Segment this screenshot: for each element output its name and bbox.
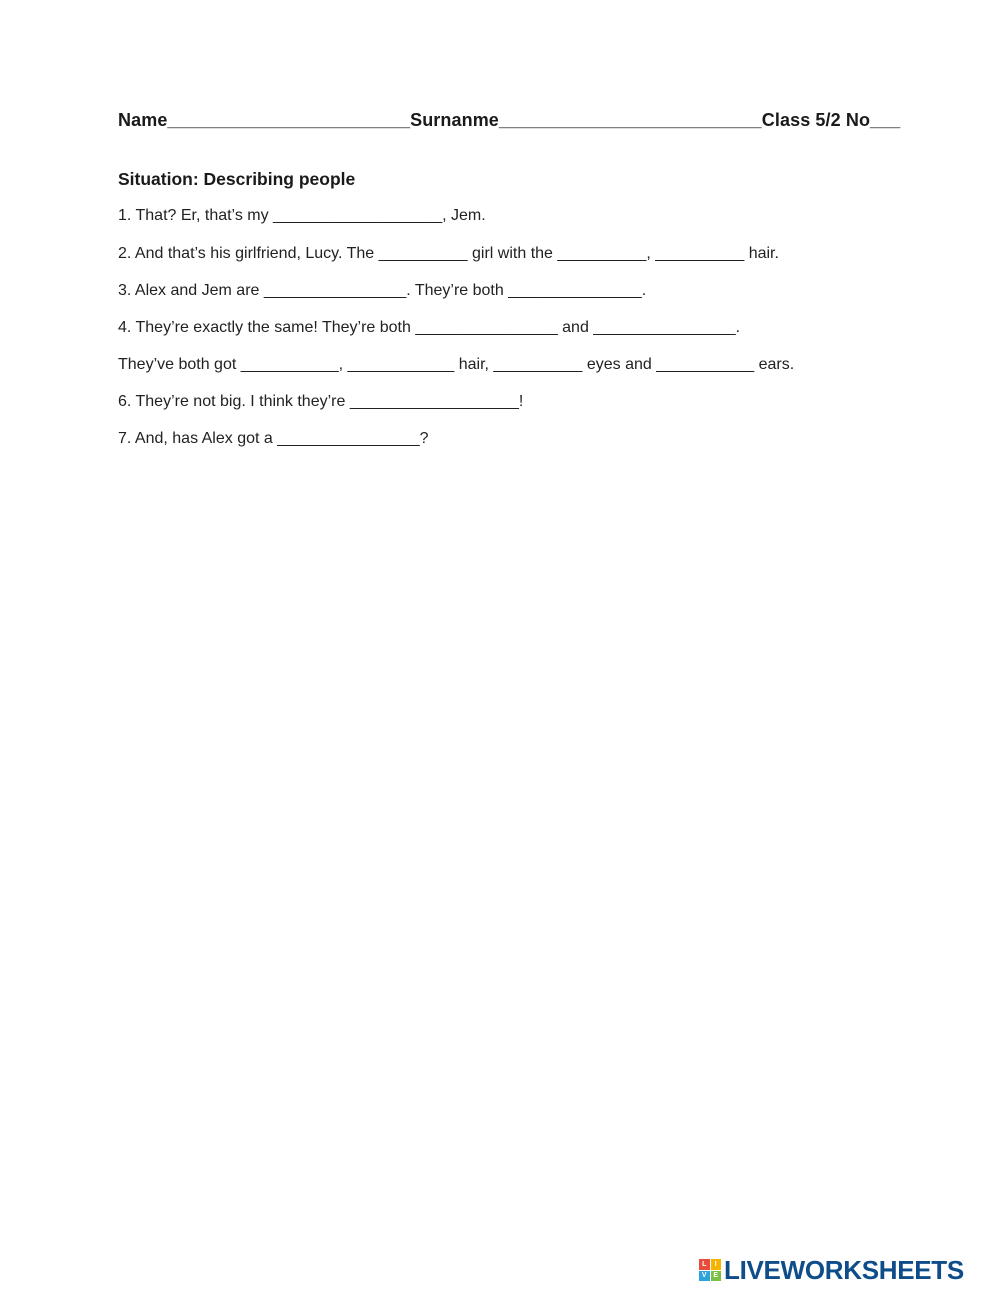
question-7: 7. And, has Alex got a ________________? bbox=[118, 430, 429, 447]
liveworksheets-logo bbox=[699, 1256, 994, 1284]
logo-letter-l: L bbox=[699, 1259, 710, 1270]
question-1: 1. That? Er, that’s my ___________________, Jem. bbox=[118, 207, 486, 224]
liveworksheets-logo-icon bbox=[699, 1259, 721, 1281]
question-4: 4. They’re exactly the same! They’re both ________________ and ________________. bbox=[118, 319, 741, 336]
question-2: 2. And that’s his girlfriend, Lucy. The __________ girl with the __________, __________ hair. bbox=[118, 245, 779, 262]
student-info-line: Name________________________Surnanme__________________________Class 5/2 No___ bbox=[118, 110, 901, 130]
logo-letter-v: V bbox=[699, 1271, 710, 1282]
logo-letter-e: E bbox=[711, 1271, 722, 1282]
logo-text: LIVEWORKSHEETS bbox=[724, 1255, 964, 1285]
situation-heading: Situation: Describing people bbox=[118, 169, 356, 189]
question-3: 3. Alex and Jem are ________________. They’re both _______________. bbox=[118, 282, 647, 299]
logo-letter-i: I bbox=[711, 1259, 722, 1270]
question-5: They’ve both got ___________, ____________ hair, __________ eyes and ___________ ears. bbox=[118, 356, 795, 373]
question-6: 6. They’re not big. I think they’re ___________________! bbox=[118, 393, 524, 410]
